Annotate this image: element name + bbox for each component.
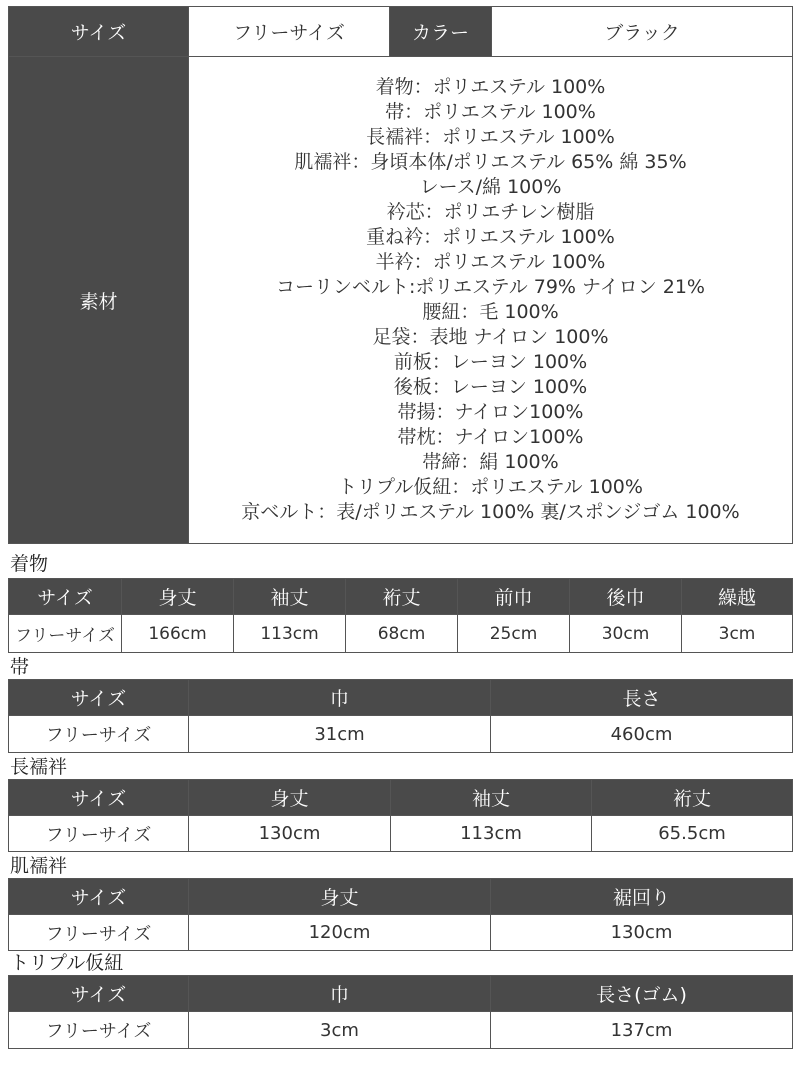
triple-himo-size-table — [8, 975, 793, 1049]
material-line: 衿芯：ポリエチレン樹脂 — [386, 201, 595, 223]
material-label: 素材 — [9, 57, 189, 544]
nagajuban-section-title: 長襦袢 — [10, 756, 68, 778]
table-header: 裾回り — [491, 879, 793, 915]
table-cell: 31cm — [189, 716, 491, 753]
table-header: 長さ(ゴム) — [491, 976, 793, 1012]
table-cell: 3cm — [682, 615, 793, 653]
kimono-section-title: 着物 — [10, 553, 49, 575]
material-line: 腰紐：毛 100% — [422, 301, 559, 323]
table-cell: 130cm — [189, 816, 391, 852]
material-line: 長襦袢：ポリエステル 100% — [366, 126, 615, 148]
color-value: ブラック — [492, 7, 793, 57]
table-header: 身丈 — [122, 579, 234, 615]
table-cell: 130cm — [491, 915, 793, 951]
material-line: 帯枕：ナイロン100% — [397, 426, 584, 448]
table-header: 身丈 — [189, 879, 491, 915]
material-line: 後板：レーヨン 100% — [393, 376, 588, 398]
material-line: 前板：レーヨン 100% — [393, 351, 588, 373]
material-line: トリプル仮紐：ポリエステル 100% — [338, 476, 643, 498]
table-cell: フリーサイズ — [9, 816, 189, 852]
table-header: 後巾 — [570, 579, 682, 615]
material-line: 重ね衿：ポリエステル 100% — [366, 226, 615, 248]
table-cell: 166cm — [122, 615, 234, 653]
material-line: 京ベルト：表/ポリエステル 100% 裏/スポンジゴム 100% — [241, 501, 740, 523]
table-cell: フリーサイズ — [9, 716, 189, 753]
table-header: 袖丈 — [234, 579, 346, 615]
table-cell: 120cm — [189, 915, 491, 951]
material-line: コーリンベルト:ポリエステル 79% ナイロン 21% — [276, 276, 705, 298]
material-line: 帯：ポリエステル 100% — [385, 101, 596, 123]
obi-size-table — [8, 679, 793, 753]
table-cell: 113cm — [234, 615, 346, 653]
table-header: 身丈 — [189, 780, 391, 816]
table-header: 長さ — [491, 680, 793, 716]
table-header: 袖丈 — [391, 780, 592, 816]
table-cell: フリーサイズ — [9, 915, 189, 951]
table-header: サイズ — [9, 780, 189, 816]
table-cell: 3cm — [189, 1012, 491, 1049]
material-line: 帯揚：ナイロン100% — [397, 401, 584, 423]
table-cell: フリーサイズ — [9, 1012, 189, 1049]
table-header: サイズ — [9, 680, 189, 716]
table-header: 前巾 — [458, 579, 570, 615]
summary-table — [8, 6, 793, 544]
material-list — [189, 57, 793, 544]
hadajuban-section-title: 肌襦袢 — [10, 855, 68, 877]
table-cell: 113cm — [391, 816, 592, 852]
material-line: 半衿：ポリエステル 100% — [375, 251, 606, 273]
table-cell: 460cm — [491, 716, 793, 753]
triple-himo-section-title: トリプル仮紐 — [10, 952, 124, 974]
hadajuban-size-table — [8, 878, 793, 951]
table-cell: 30cm — [570, 615, 682, 653]
nagajuban-size-table — [8, 779, 793, 852]
table-cell: 25cm — [458, 615, 570, 653]
table-header: 巾 — [189, 976, 491, 1012]
color-label: カラー — [390, 7, 492, 57]
material-line: 肌襦袢：身頃本体/ポリエステル 65% 綿 35% — [294, 151, 687, 173]
material-line: 着物：ポリエステル 100% — [375, 76, 606, 98]
table-header: サイズ — [9, 976, 189, 1012]
size-value: フリーサイズ — [189, 7, 390, 57]
table-header: 繰越 — [682, 579, 793, 615]
kimono-size-table — [8, 578, 793, 653]
material-line: 帯締：絹 100% — [422, 451, 559, 473]
material-line: 足袋：表地 ナイロン 100% — [372, 326, 609, 348]
table-cell: 65.5cm — [592, 816, 793, 852]
obi-section-title: 帯 — [10, 656, 30, 678]
table-header: 裄丈 — [346, 579, 458, 615]
table-header: 裄丈 — [592, 780, 793, 816]
table-cell: 137cm — [491, 1012, 793, 1049]
table-header: サイズ — [9, 879, 189, 915]
table-cell: フリーサイズ — [9, 615, 122, 653]
table-header: サイズ — [9, 579, 122, 615]
size-label: サイズ — [9, 7, 189, 57]
material-line: レース/綿 100% — [419, 176, 562, 198]
table-header: 巾 — [189, 680, 491, 716]
table-cell: 68cm — [346, 615, 458, 653]
